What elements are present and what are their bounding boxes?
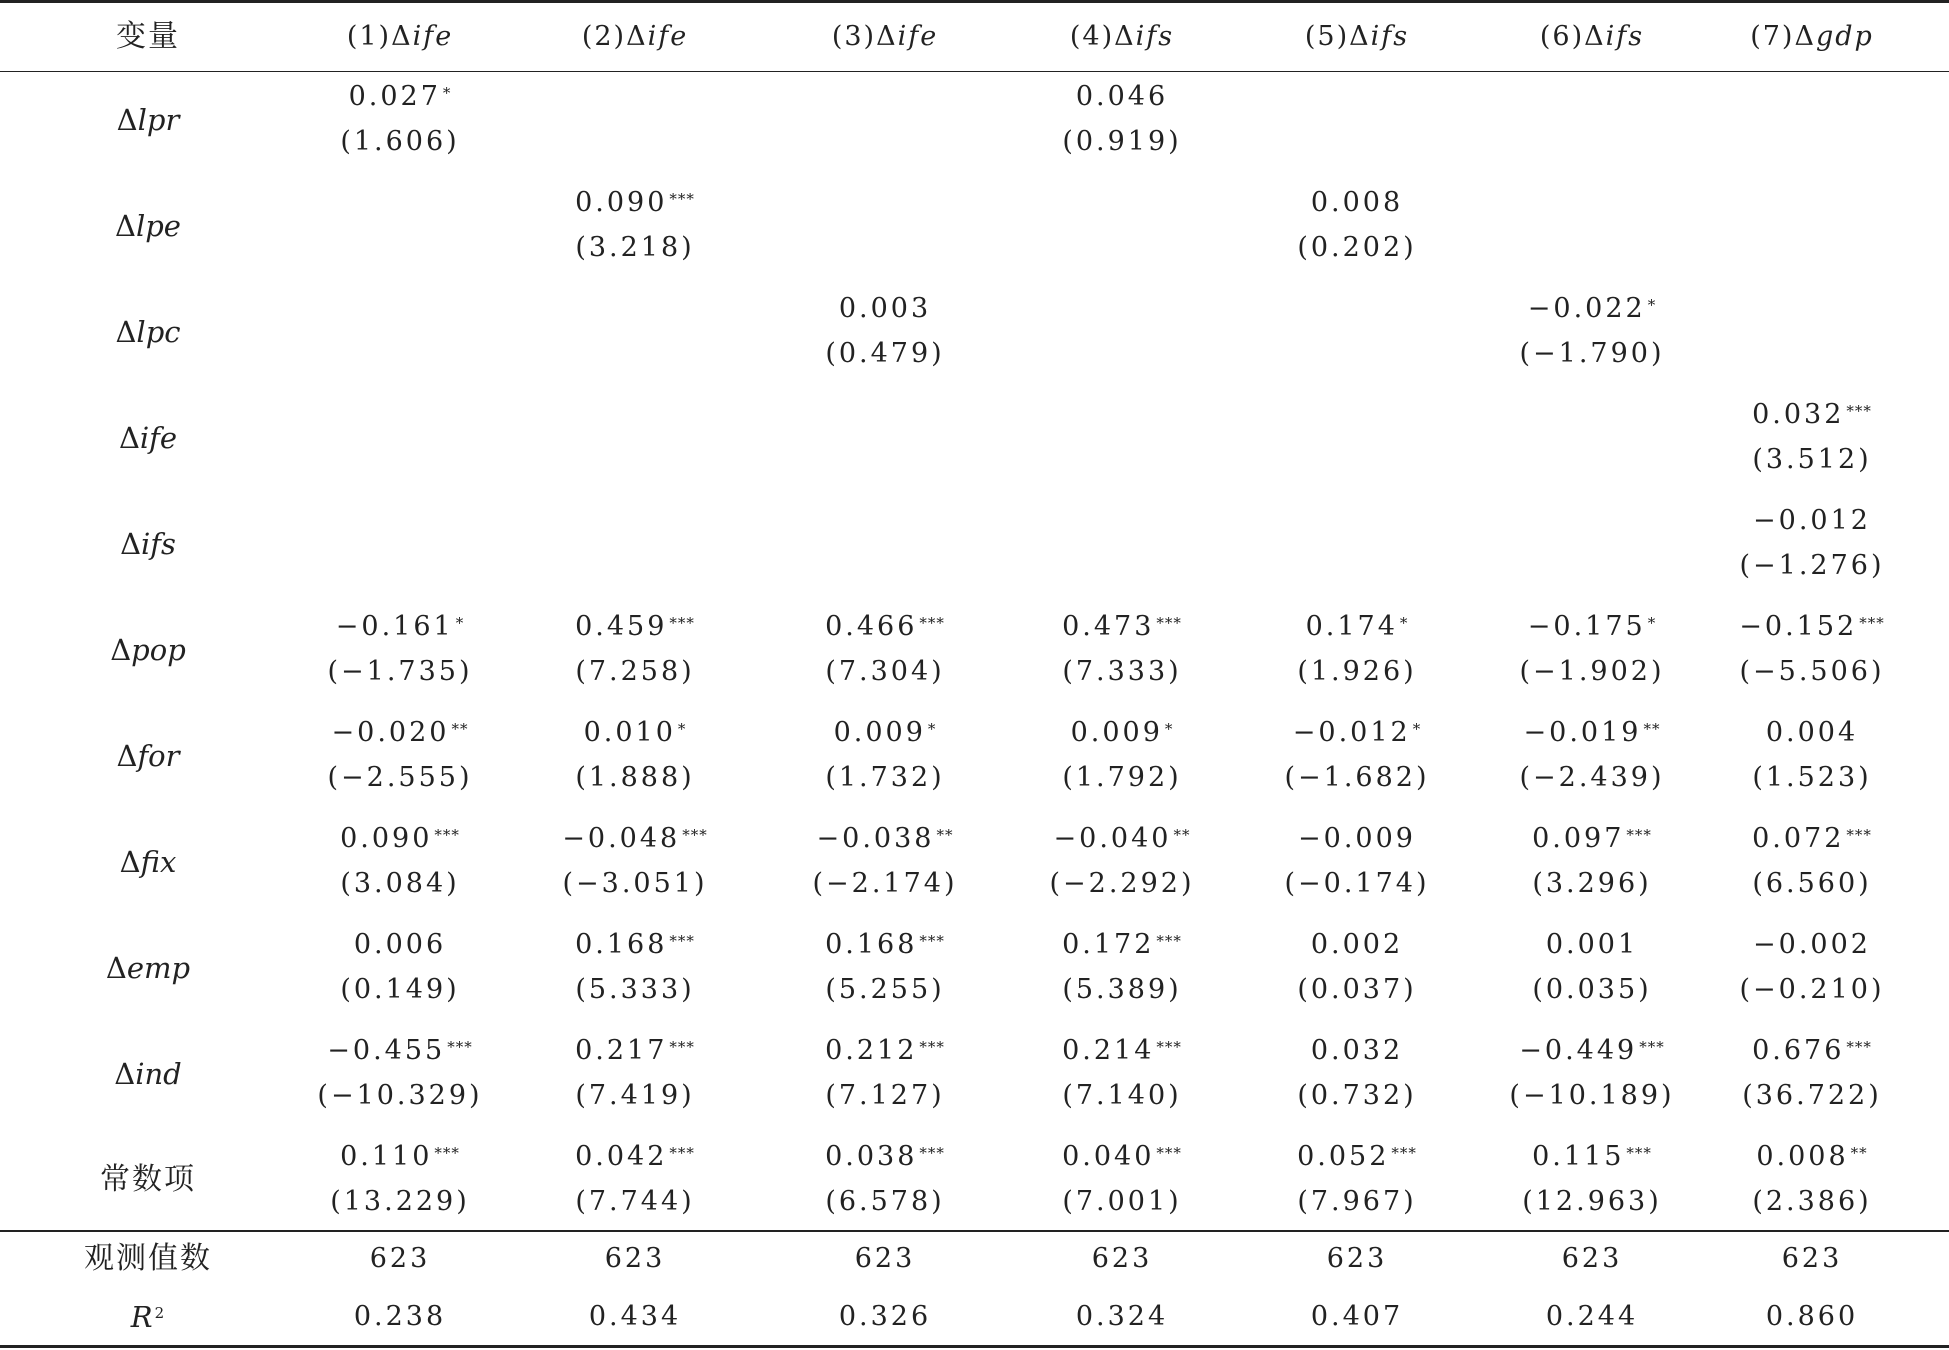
coefficient-value: 0.172 — [1062, 929, 1155, 960]
row-label-text: pop — [131, 633, 186, 667]
r-squared-value: 0.407 — [1310, 1301, 1404, 1332]
row-label-text: emp — [126, 951, 191, 985]
observation-count: 623 — [369, 1243, 431, 1274]
dependent-variable: gdp — [1815, 21, 1874, 52]
coefficient-value: −0.161 — [335, 611, 454, 642]
coefficient — [1477, 925, 1707, 965]
row-label — [18, 1052, 278, 1096]
coefficient-value: 0.459 — [575, 611, 668, 642]
observation-count: 623 — [604, 1243, 666, 1274]
r-squared-value: 0.244 — [1545, 1301, 1639, 1332]
coefficient — [285, 819, 515, 859]
column-number: (7) — [1750, 21, 1795, 52]
significance-stars: * — [677, 720, 687, 738]
row-label-text: 常数项 — [100, 1162, 196, 1197]
coefficient-value: −0.040 — [1053, 823, 1172, 854]
t-statistic: (−1.276) — [1739, 550, 1885, 581]
significance-stars: *** — [1846, 402, 1872, 420]
significance-stars: *** — [1859, 614, 1885, 632]
coefficient-value: 0.001 — [1545, 929, 1639, 960]
coefficient — [1697, 1031, 1927, 1071]
dependent-variable: ifs — [1135, 21, 1175, 52]
coefficient-value: 0.072 — [1752, 823, 1845, 854]
observation-count: 623 — [854, 1243, 916, 1274]
delta-symbol: Δ — [876, 21, 898, 52]
body-bottom-rule — [0, 1230, 1949, 1232]
t-statistic: (1.523) — [1752, 762, 1872, 793]
header-rule — [0, 71, 1949, 72]
r-squared-value: 0.324 — [1075, 1301, 1169, 1332]
column-header — [1007, 15, 1237, 59]
delta-symbol: Δ — [114, 1057, 136, 1091]
t-statistic: (7.304) — [825, 656, 945, 687]
t-statistic: (1.888) — [575, 762, 695, 793]
t-statistic: (1.606) — [340, 126, 460, 157]
obs-label: 观测值数 — [84, 1241, 212, 1276]
coefficient — [770, 713, 1000, 753]
dependent-variable: ife — [647, 21, 689, 52]
column-number: (6) — [1539, 21, 1585, 52]
row-label-text: ifs — [141, 527, 176, 561]
coefficient — [1242, 819, 1472, 859]
t-statistic: (5.389) — [1062, 974, 1182, 1005]
coefficient-value: −0.175 — [1527, 611, 1646, 642]
coefficient-value: 0.212 — [825, 1035, 918, 1066]
coefficient-value: 0.168 — [825, 929, 918, 960]
coefficient-value: 0.097 — [1532, 823, 1625, 854]
significance-stars: * — [1647, 296, 1657, 314]
t-statistic: (1.732) — [825, 762, 945, 793]
column-number: (5) — [1304, 21, 1350, 52]
significance-stars: *** — [1156, 1144, 1182, 1162]
coefficient — [1697, 395, 1927, 435]
delta-symbol: Δ — [115, 315, 137, 349]
t-statistic: (7.258) — [575, 656, 695, 687]
coefficient — [520, 1137, 750, 1177]
delta-symbol: Δ — [116, 739, 138, 773]
significance-stars: ** — [1173, 826, 1191, 844]
coefficient-value: −0.455 — [327, 1035, 446, 1066]
coefficient — [285, 77, 515, 117]
t-statistic: (5.255) — [825, 974, 945, 1005]
coefficient-value: 0.006 — [353, 929, 447, 960]
r-squared-value: 0.434 — [588, 1301, 682, 1332]
coefficient-value: 0.003 — [838, 293, 932, 324]
coefficient-value: 0.473 — [1062, 611, 1155, 642]
coefficient — [1007, 713, 1237, 753]
row-label — [18, 310, 278, 354]
t-statistic: (−1.682) — [1284, 762, 1430, 793]
significance-stars: * — [927, 720, 937, 738]
row-label — [18, 416, 278, 460]
significance-stars: *** — [919, 1038, 945, 1056]
coefficient-value: 0.008 — [1310, 187, 1404, 218]
column-header — [1477, 15, 1707, 59]
delta-symbol: Δ — [1114, 21, 1136, 52]
t-statistic: (3.512) — [1752, 444, 1872, 475]
significance-stars: *** — [682, 826, 708, 844]
coefficient-value: 0.466 — [825, 611, 918, 642]
dependent-variable: ife — [412, 21, 454, 52]
dependent-variable: ifs — [1370, 21, 1410, 52]
column-number: (2) — [581, 21, 627, 52]
t-statistic: (−3.051) — [562, 868, 708, 899]
significance-stars: *** — [919, 614, 945, 632]
row-label — [18, 628, 278, 672]
column-header — [770, 15, 1000, 59]
coefficient — [1242, 1031, 1472, 1071]
coefficient — [1697, 501, 1927, 541]
coefficient — [1697, 1137, 1927, 1177]
delta-symbol: Δ — [115, 209, 136, 243]
column-number: (4) — [1069, 21, 1115, 52]
top-rule — [0, 0, 1949, 3]
t-statistic: (1.926) — [1297, 656, 1417, 687]
t-statistic: (7.333) — [1062, 656, 1182, 687]
row-label — [18, 1158, 278, 1202]
r-squared-value: 0.860 — [1765, 1301, 1859, 1332]
r-squared-value: 0.326 — [838, 1301, 932, 1332]
t-statistic: (12.963) — [1522, 1186, 1662, 1217]
coefficient — [1007, 819, 1237, 859]
coefficient — [285, 713, 515, 753]
row-label-text: lpc — [136, 315, 181, 349]
significance-stars: *** — [919, 1144, 945, 1162]
coefficient — [1242, 183, 1472, 223]
coefficient-value: 0.032 — [1752, 399, 1845, 430]
observation-count: 623 — [1091, 1243, 1153, 1274]
coefficient-value: −0.019 — [1523, 717, 1642, 748]
coefficient — [1242, 925, 1472, 965]
coefficient-value: 0.115 — [1532, 1141, 1625, 1172]
row-label-text: lpr — [137, 103, 180, 137]
coefficient-value: 0.676 — [1752, 1035, 1845, 1066]
significance-stars: *** — [1391, 1144, 1417, 1162]
row-label — [18, 840, 278, 884]
delta-symbol: Δ — [105, 951, 127, 985]
t-statistic: (0.479) — [825, 338, 945, 369]
coefficient — [770, 1137, 1000, 1177]
coefficient-value: 0.110 — [340, 1141, 433, 1172]
coefficient-value: −0.022 — [1527, 293, 1646, 324]
row-label-text: for — [137, 739, 180, 773]
t-statistic: (−5.506) — [1739, 656, 1885, 687]
coefficient-value: 0.214 — [1062, 1035, 1155, 1066]
coefficient — [1697, 925, 1927, 965]
coefficient — [1477, 289, 1707, 329]
header-variable-label: 变量 — [116, 19, 180, 54]
significance-stars: *** — [1156, 1038, 1182, 1056]
observation-count: 623 — [1561, 1243, 1623, 1274]
t-statistic: (−2.555) — [327, 762, 473, 793]
coefficient-value: 0.008 — [1756, 1141, 1849, 1172]
coefficient-value: 0.052 — [1297, 1141, 1390, 1172]
t-statistic: (0.035) — [1532, 974, 1652, 1005]
coefficient-value: 0.168 — [575, 929, 668, 960]
significance-stars: ** — [451, 720, 469, 738]
significance-stars: * — [1399, 614, 1409, 632]
observation-count: 623 — [1326, 1243, 1388, 1274]
coefficient — [1007, 1137, 1237, 1177]
significance-stars: *** — [1626, 1144, 1652, 1162]
delta-symbol: Δ — [1349, 21, 1371, 52]
significance-stars: *** — [669, 614, 695, 632]
coefficient — [520, 183, 750, 223]
observation-count: 623 — [1781, 1243, 1843, 1274]
delta-symbol: Δ — [119, 845, 141, 879]
t-statistic: (6.560) — [1752, 868, 1872, 899]
t-statistic: (13.229) — [330, 1186, 470, 1217]
significance-stars: *** — [669, 190, 695, 208]
t-statistic: (36.722) — [1742, 1080, 1882, 1111]
r-squared-letter: R — [130, 1300, 153, 1334]
t-statistic: (2.386) — [1752, 1186, 1872, 1217]
coefficient-value: −0.012 — [1292, 717, 1411, 748]
t-statistic: (0.202) — [1297, 232, 1417, 263]
coefficient-value: −0.009 — [1298, 823, 1416, 854]
coefficient-value: −0.012 — [1753, 505, 1871, 536]
t-statistic: (1.792) — [1062, 762, 1182, 793]
coefficient-value: 0.174 — [1305, 611, 1398, 642]
coefficient — [1697, 607, 1927, 647]
significance-stars: *** — [669, 932, 695, 950]
coefficient — [520, 1031, 750, 1071]
column-header — [1242, 15, 1472, 59]
significance-stars: *** — [1156, 614, 1182, 632]
column-number: (3) — [831, 21, 877, 52]
coefficient-value: 0.038 — [825, 1141, 918, 1172]
t-statistic: (7.744) — [575, 1186, 695, 1217]
coefficient — [1697, 713, 1927, 753]
coefficient-value: 0.042 — [575, 1141, 668, 1172]
dependent-variable: ife — [897, 21, 939, 52]
t-statistic: (0.149) — [340, 974, 460, 1005]
coefficient-value: −0.038 — [816, 823, 935, 854]
coefficient — [1477, 607, 1707, 647]
coefficient — [520, 925, 750, 965]
significance-stars: *** — [447, 1038, 473, 1056]
coefficient — [1242, 1137, 1472, 1177]
significance-stars: *** — [434, 1144, 460, 1162]
t-statistic: (−0.210) — [1739, 974, 1885, 1005]
t-statistic: (−10.329) — [317, 1080, 483, 1111]
t-statistic: (7.001) — [1062, 1186, 1182, 1217]
t-statistic: (−1.735) — [327, 656, 473, 687]
coefficient-value: 0.010 — [583, 717, 676, 748]
coefficient — [1477, 1137, 1707, 1177]
t-statistic: (−1.902) — [1519, 656, 1665, 687]
row-label-text: ind — [135, 1057, 182, 1091]
bottom-rule — [0, 1345, 1949, 1348]
t-statistic: (0.732) — [1297, 1080, 1417, 1111]
t-statistic: (−2.174) — [812, 868, 958, 899]
column-header — [1697, 15, 1927, 59]
coefficient-value: −0.152 — [1739, 611, 1858, 642]
significance-stars: *** — [669, 1144, 695, 1162]
coefficient — [770, 289, 1000, 329]
coefficient — [520, 819, 750, 859]
dependent-variable: ifs — [1605, 21, 1645, 52]
significance-stars: * — [455, 614, 465, 632]
coefficient-value: 0.032 — [1310, 1035, 1404, 1066]
t-statistic: (−1.790) — [1519, 338, 1665, 369]
significance-stars: *** — [1156, 932, 1182, 950]
coefficient — [285, 607, 515, 647]
coefficient — [1007, 1031, 1237, 1071]
coefficient-value: 0.004 — [1765, 717, 1859, 748]
coefficient — [770, 607, 1000, 647]
coefficient — [285, 925, 515, 965]
coefficient-value: 0.090 — [575, 187, 668, 218]
significance-stars: *** — [1639, 1038, 1665, 1056]
coefficient-value: 0.090 — [340, 823, 433, 854]
significance-stars: *** — [1626, 826, 1652, 844]
coefficient — [285, 1137, 515, 1177]
delta-symbol: Δ — [626, 21, 648, 52]
coefficient — [1242, 713, 1472, 753]
significance-stars: *** — [919, 932, 945, 950]
significance-stars: ** — [936, 826, 954, 844]
significance-stars: * — [1412, 720, 1422, 738]
coefficient — [1477, 713, 1707, 753]
delta-symbol: Δ — [391, 21, 413, 52]
t-statistic: (0.037) — [1297, 974, 1417, 1005]
delta-symbol: Δ — [1584, 21, 1606, 52]
coefficient — [520, 713, 750, 753]
coefficient — [1697, 819, 1927, 859]
coefficient-value: 0.002 — [1310, 929, 1404, 960]
t-statistic: (7.419) — [575, 1080, 695, 1111]
delta-symbol: Δ — [110, 633, 132, 667]
coefficient — [1007, 925, 1237, 965]
t-statistic: (7.140) — [1062, 1080, 1182, 1111]
coefficient-value: 0.027 — [348, 81, 441, 112]
r-squared-label — [18, 1295, 278, 1339]
t-statistic: (3.084) — [340, 868, 460, 899]
coefficient — [520, 607, 750, 647]
coefficient — [770, 925, 1000, 965]
significance-stars: * — [442, 84, 452, 102]
r-squared-value: 0.238 — [353, 1301, 447, 1332]
column-header — [285, 15, 515, 59]
t-statistic: (3.218) — [575, 232, 695, 263]
delta-symbol: Δ — [120, 527, 142, 561]
coefficient — [1007, 607, 1237, 647]
t-statistic: (−0.174) — [1284, 868, 1430, 899]
coefficient — [1477, 1031, 1707, 1071]
t-statistic: (7.967) — [1297, 1186, 1417, 1217]
t-statistic: (−2.292) — [1049, 868, 1195, 899]
column-number: (1) — [346, 21, 392, 52]
t-statistic: (−2.439) — [1519, 762, 1665, 793]
t-statistic: (7.127) — [825, 1080, 945, 1111]
row-label-text: fix — [140, 845, 177, 879]
r-squared-exponent: 2 — [154, 1304, 166, 1322]
significance-stars: ** — [1643, 720, 1661, 738]
significance-stars: * — [1164, 720, 1174, 738]
significance-stars: *** — [1846, 1038, 1872, 1056]
t-statistic: (5.333) — [575, 974, 695, 1005]
coefficient-value: 0.009 — [1070, 717, 1163, 748]
coefficient-value: 0.046 — [1075, 81, 1169, 112]
delta-symbol: Δ — [116, 103, 138, 137]
coefficient-value: −0.048 — [562, 823, 681, 854]
coefficient — [1242, 607, 1472, 647]
coefficient-value: −0.002 — [1753, 929, 1871, 960]
coefficient-value: −0.449 — [1519, 1035, 1638, 1066]
row-label-text: ife — [139, 421, 178, 455]
row-label — [18, 98, 278, 142]
t-statistic: (0.919) — [1062, 126, 1182, 157]
coefficient-value: 0.009 — [833, 717, 926, 748]
significance-stars: *** — [669, 1038, 695, 1056]
significance-stars: *** — [1846, 826, 1872, 844]
row-label — [18, 946, 278, 990]
coefficient-value: 0.217 — [575, 1035, 668, 1066]
row-label — [18, 204, 278, 248]
coefficient — [1007, 77, 1237, 117]
coefficient — [285, 1031, 515, 1071]
column-header — [520, 15, 750, 59]
row-label — [18, 522, 278, 566]
delta-symbol: Δ — [118, 421, 140, 455]
coefficient-value: 0.040 — [1062, 1141, 1155, 1172]
t-statistic: (6.578) — [825, 1186, 945, 1217]
significance-stars: *** — [434, 826, 460, 844]
row-label-text: lpe — [135, 209, 181, 243]
t-statistic: (3.296) — [1532, 868, 1652, 899]
t-statistic: (−10.189) — [1509, 1080, 1675, 1111]
significance-stars: ** — [1850, 1144, 1868, 1162]
coefficient-value: −0.020 — [331, 717, 450, 748]
row-label — [18, 734, 278, 778]
coefficient — [770, 1031, 1000, 1071]
delta-symbol: Δ — [1794, 21, 1816, 52]
coefficient — [1477, 819, 1707, 859]
coefficient — [770, 819, 1000, 859]
significance-stars: * — [1647, 614, 1657, 632]
